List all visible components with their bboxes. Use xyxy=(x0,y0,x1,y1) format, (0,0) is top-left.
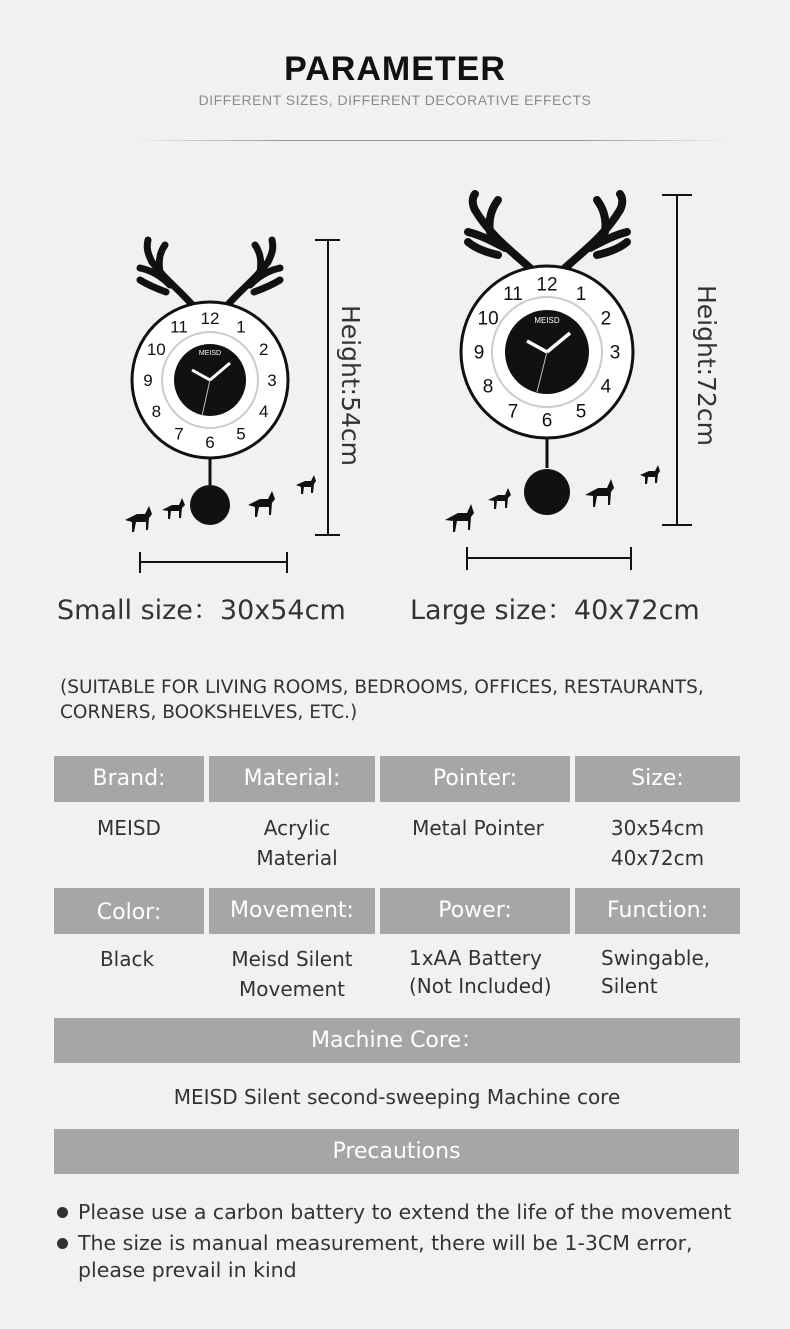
clock-numeral: 10 xyxy=(146,340,166,359)
machine-core-value: MEISD Silent second-sweeping Machine core xyxy=(173,1085,621,1109)
clock-numeral: 4 xyxy=(600,376,612,398)
power-value: 1xAA Battery (Not Included) xyxy=(409,946,552,998)
brand-value: MEISD xyxy=(97,816,161,840)
color-header: Color: xyxy=(54,888,204,934)
clock-numeral: 12 xyxy=(536,274,558,296)
material-header: Material: xyxy=(209,756,375,802)
pendulum-icon xyxy=(190,485,230,525)
clock-numeral: 3 xyxy=(267,370,277,390)
bullet-icon xyxy=(57,1207,68,1218)
clock-numeral: 8 xyxy=(151,401,162,421)
antlers-icon xyxy=(468,194,627,268)
clock-numeral: 11 xyxy=(170,317,188,337)
clock-numeral: 2 xyxy=(258,340,269,359)
clock-numeral: 2 xyxy=(600,308,612,330)
clock-numeral: 4 xyxy=(258,401,269,421)
color-value: Black xyxy=(99,947,155,971)
clock-numeral: 9 xyxy=(143,370,153,390)
pointer-header: Pointer: xyxy=(380,756,570,802)
function-header: Function: xyxy=(575,888,740,934)
precaution-item: Please use a carbon battery to extend the life of the movement xyxy=(78,1200,732,1224)
clock-numeral: 8 xyxy=(482,376,494,398)
clock-numeral: 5 xyxy=(575,401,587,423)
pendulum-icon xyxy=(524,469,570,515)
small-height-label: Height:54cm xyxy=(336,305,365,466)
clock-numeral: 7 xyxy=(174,424,184,444)
machine-core-header: Machine Core： xyxy=(54,1018,740,1063)
large-size-label: Large size：40x72cm xyxy=(410,595,700,626)
small-clock-illustration xyxy=(110,230,360,575)
clock-numeral: 12 xyxy=(200,309,220,328)
page-subtitle: DIFFERENT SIZES, DIFFERENT DECORATIVE EFFECTS xyxy=(198,92,592,108)
large-clock-illustration xyxy=(440,190,700,575)
bullet-icon xyxy=(57,1238,68,1249)
clock-numeral: 1 xyxy=(236,317,246,337)
small-size-label: Small size：30x54cm xyxy=(57,595,346,626)
power-header: Power: xyxy=(380,888,570,934)
movement-value: Meisd Silent Movement xyxy=(231,947,353,1001)
clock-numeral: 3 xyxy=(609,342,621,364)
brand-header: Brand: xyxy=(54,756,204,802)
clock-numeral: 9 xyxy=(473,342,485,364)
precautions-header: Precautions xyxy=(54,1129,739,1174)
pointer-value: Metal Pointer xyxy=(412,816,544,840)
large-height-label: Height:72cm xyxy=(692,285,721,446)
movement-header: Movement: xyxy=(209,888,375,934)
clock-brand-mark: MEISD xyxy=(534,316,560,325)
page-title: PARAMETER xyxy=(284,50,506,88)
clock-numeral: 7 xyxy=(507,401,519,423)
clock-numeral: 5 xyxy=(236,424,246,444)
material-value: Acrylic Material xyxy=(256,816,338,870)
clock-numeral: 1 xyxy=(575,283,587,305)
clock-numeral: 6 xyxy=(541,410,553,432)
size-header: Size: xyxy=(575,756,740,802)
clock-brand-mark: MEISD xyxy=(198,350,222,357)
clock-numeral: 10 xyxy=(477,308,499,330)
divider xyxy=(130,140,730,141)
clock-numeral: 6 xyxy=(205,432,215,452)
clock-numeral: 11 xyxy=(503,283,523,305)
precaution-item: The size is manual measurement, there will be 1-3CM error, please prevail in kind xyxy=(78,1231,693,1282)
function-value: Swingable, Silent xyxy=(601,946,711,998)
antlers-icon xyxy=(140,240,280,308)
size-value: 30x54cm 40x72cm xyxy=(610,816,705,870)
suitable-for-text: (SUITABLE FOR LIVING ROOMS, BEDROOMS, OFFICES, RESTAURANTS, CORNERS, BOOKSHELVES, ETC.) xyxy=(60,677,704,723)
